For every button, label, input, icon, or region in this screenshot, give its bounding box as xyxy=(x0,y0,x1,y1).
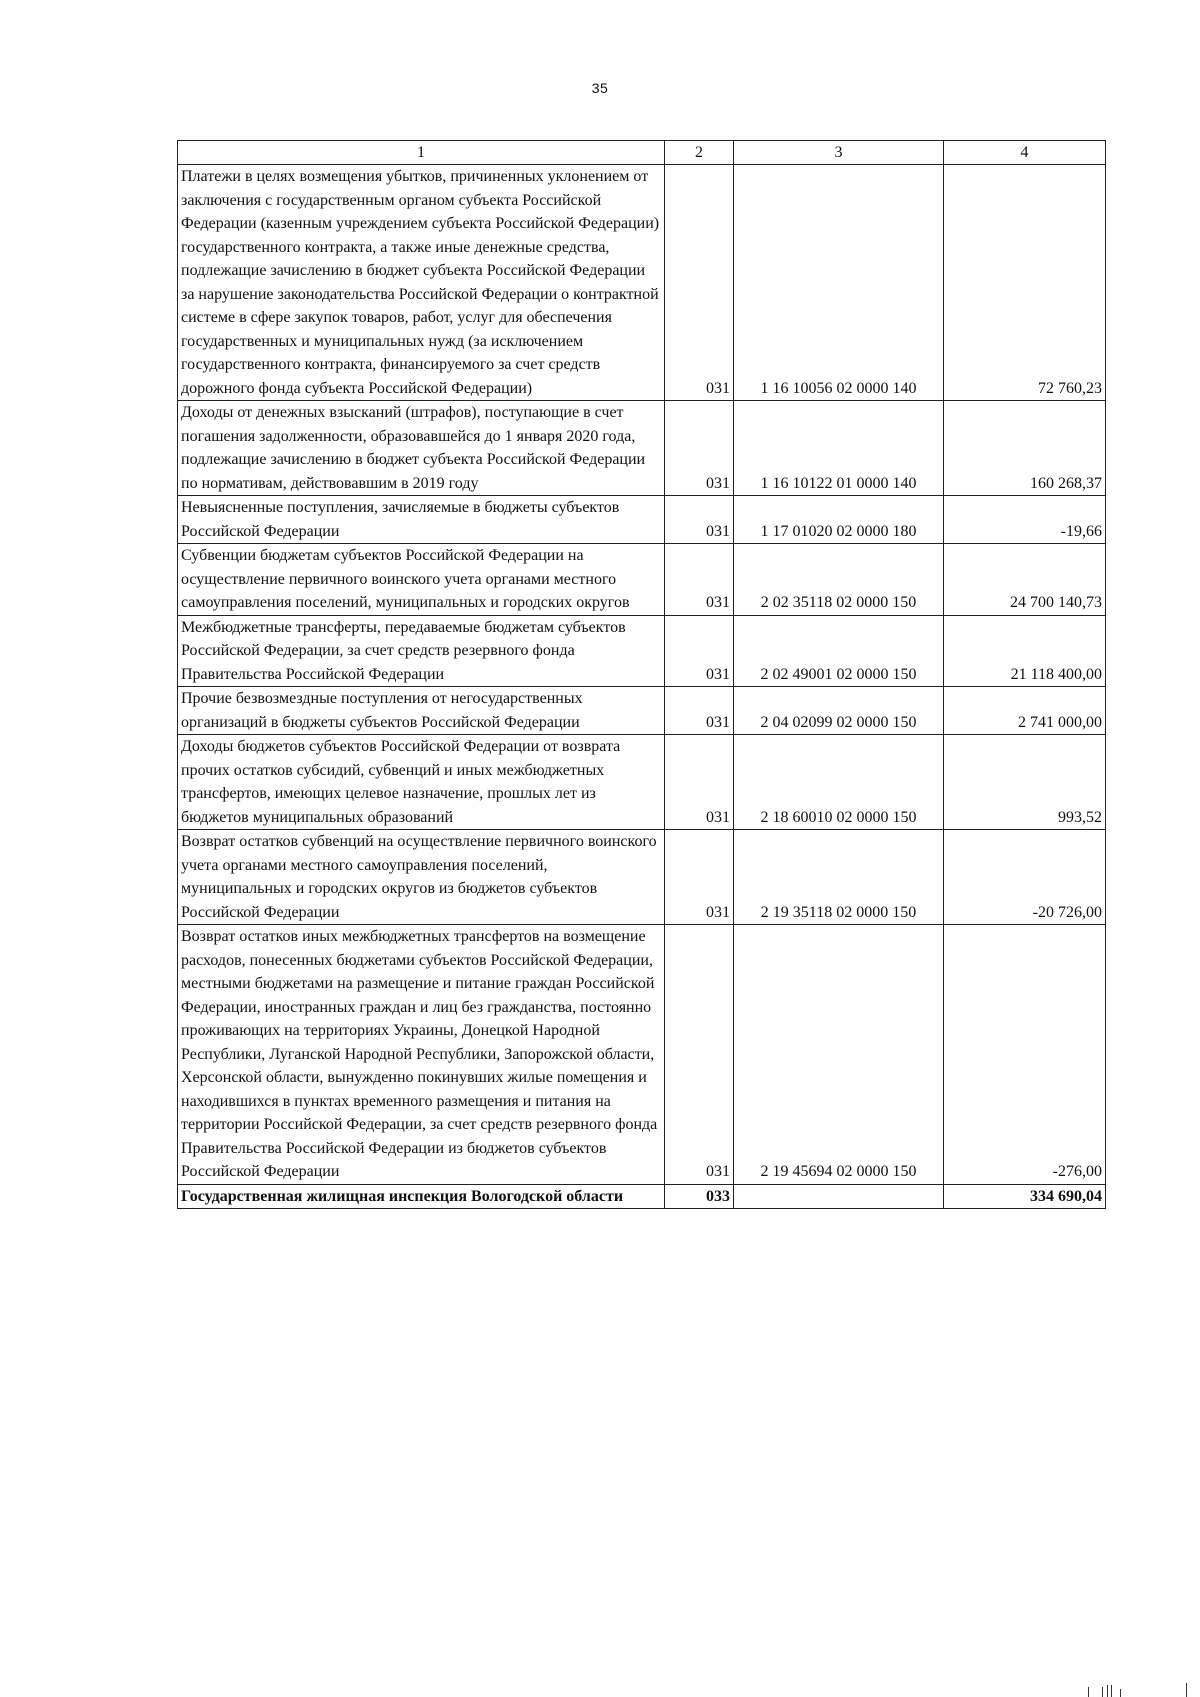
table-row xyxy=(178,496,1106,544)
table-row xyxy=(178,830,1106,925)
income-description: Субвенции бюджетам субъектов Российской Федерации на осуществление первичного воинского учета органами местного самоуправления поселений, муниципальных и городских округов xyxy=(178,544,665,616)
table-body xyxy=(178,165,1106,1209)
administrator-name: Государственная жилищная инспекция Вологодской области xyxy=(178,1184,665,1209)
table-row xyxy=(178,615,1106,687)
amount: -20 726,00 xyxy=(944,830,1106,925)
table-row xyxy=(178,165,1106,401)
budget-classification-code: 2 19 35118 02 0000 150 xyxy=(734,830,944,925)
income-description: Межбюджетные трансферты, передаваемые бюджетам субъектов Российской Федерации, за счет средств резервного фонда Правительства Российской Федерации xyxy=(178,615,665,687)
column-number-3: 3 xyxy=(734,141,944,165)
administrator-code: 031 xyxy=(665,925,734,1185)
amount: 2 741 000,00 xyxy=(944,687,1106,735)
amount: 160 268,37 xyxy=(944,401,1106,496)
budget-classification-code: 2 04 02099 02 0000 150 xyxy=(734,687,944,735)
amount: 72 760,23 xyxy=(944,165,1106,401)
scan-edge-marks xyxy=(1080,1683,1200,1697)
income-description: Доходы бюджетов субъектов Российской Федерации от возврата прочих остатков субсидий, субвенций и иных межбюджетных трансфертов, имеющих целевое назначение, прошлых лет из бюджетов муниципальных образований xyxy=(178,735,665,830)
table-row-total xyxy=(178,1184,1106,1209)
administrator-code: 031 xyxy=(665,830,734,925)
table-row xyxy=(178,401,1106,496)
column-number-row xyxy=(178,141,1106,165)
budget-classification-code: 2 02 35118 02 0000 150 xyxy=(734,544,944,616)
amount: -276,00 xyxy=(944,925,1106,1185)
table-row xyxy=(178,544,1106,616)
administrator-code: 031 xyxy=(665,165,734,401)
budget-classification-code: 1 16 10122 01 0000 140 xyxy=(734,401,944,496)
amount: 21 118 400,00 xyxy=(944,615,1106,687)
table-row xyxy=(178,925,1106,1185)
amount: 24 700 140,73 xyxy=(944,544,1106,616)
income-description: Прочие безвозмездные поступления от негосударственных организаций в бюджеты субъектов Российской Федерации xyxy=(178,687,665,735)
column-number-2: 2 xyxy=(665,141,734,165)
total-amount: 334 690,04 xyxy=(944,1184,1106,1209)
administrator-code: 031 xyxy=(665,544,734,616)
budget-classification-code: 2 19 45694 02 0000 150 xyxy=(734,925,944,1185)
budget-classification-code xyxy=(734,1184,944,1209)
budget-classification-code: 2 18 60010 02 0000 150 xyxy=(734,735,944,830)
column-number-4: 4 xyxy=(944,141,1106,165)
page-number: 35 xyxy=(591,80,609,96)
administrator-code: 033 xyxy=(665,1184,734,1209)
budget-classification-code: 1 16 10056 02 0000 140 xyxy=(734,165,944,401)
administrator-code: 031 xyxy=(665,401,734,496)
budget-classification-code: 1 17 01020 02 0000 180 xyxy=(734,496,944,544)
administrator-code: 031 xyxy=(665,687,734,735)
income-description: Невыясненные поступления, зачисляемые в бюджеты субъектов Российской Федерации xyxy=(178,496,665,544)
administrator-code: 031 xyxy=(665,496,734,544)
administrator-code: 031 xyxy=(665,735,734,830)
income-description: Платежи в целях возмещения убытков, причиненных уклонением от заключения с государственным органом субъекта Российской Федерации (казенным учреждением субъекта Российской Федерации) государственного контракта, а также иные денежные средства, подлежащие зачислению в бюджет субъекта Российской Федерации за нарушение законодательства Российской Федерации о контрактной системе в сфере закупок товаров, работ, услуг для обеспечения государственных и муниципальных нужд (за исключением государственного контракта, финансируемого за счет средств дорожного фонда субъекта Российской Федерации) xyxy=(178,165,665,401)
revenue-table xyxy=(177,140,1106,1209)
amount: 993,52 xyxy=(944,735,1106,830)
income-description: Возврат остатков субвенций на осуществление первичного воинского учета органами местного самоуправления поселений, муниципальных и городских округов из бюджетов субъектов Российской Федерации xyxy=(178,830,665,925)
column-number-1: 1 xyxy=(178,141,665,165)
table-row xyxy=(178,735,1106,830)
administrator-code: 031 xyxy=(665,615,734,687)
budget-classification-code: 2 02 49001 02 0000 150 xyxy=(734,615,944,687)
amount: -19,66 xyxy=(944,496,1106,544)
income-description: Доходы от денежных взысканий (штрафов), поступающие в счет погашения задолженности, образовавшейся до 1 января 2020 года, подлежащие зачислению в бюджет субъекта Российской Федерации по нормативам, действовавшим в 2019 году xyxy=(178,401,665,496)
income-description: Возврат остатков иных межбюджетных трансфертов на возмещение расходов, понесенных бюджетами субъектов Российской Федерации, местными бюджетами на размещение и питание граждан Российской Федерации, иностранных граждан и лиц без гражданства, постоянно проживающих на территориях Украины, Донецкой Народной Республики, Луганской Народной Республики, Запорожской области, Херсонской области, вынужденно покинувших жилые помещения и находившихся в пунктах временного размещения и питания на территории Российской Федерации, за счет средств резервного фонда Правительства Российской Федерации из бюджетов субъектов Российской Федерации xyxy=(178,925,665,1185)
table-row xyxy=(178,687,1106,735)
